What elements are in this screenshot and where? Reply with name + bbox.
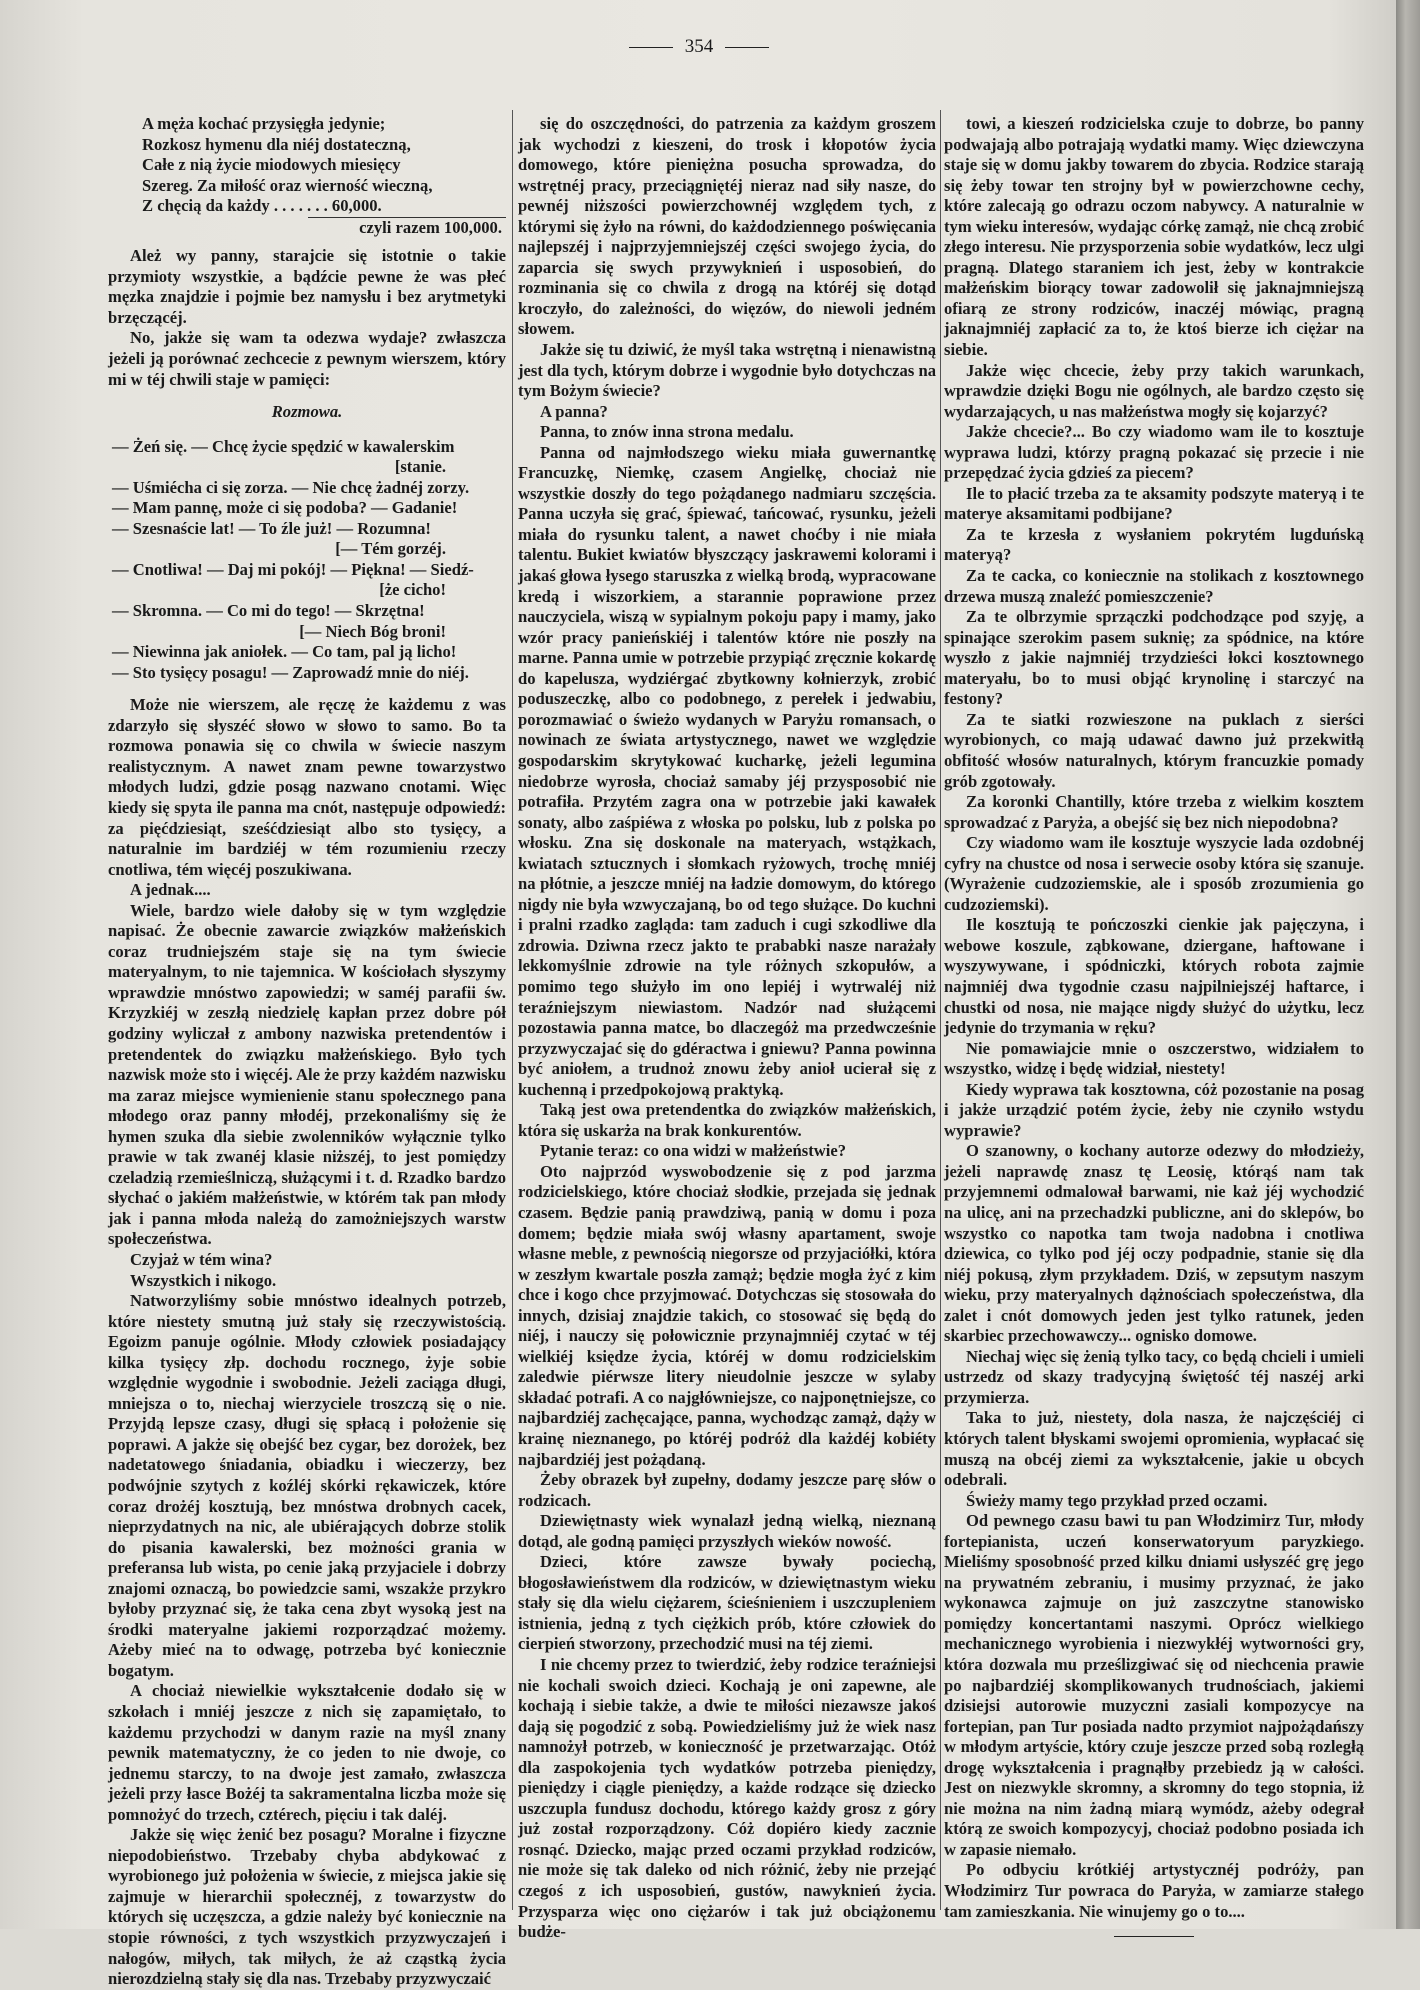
paragraph: A panna?: [540, 401, 608, 421]
paragraph: Taka to już, niestety, dola nasza, że najczęściéj ci których talent błyskami swojemi opromienia, wypłacać się muszą na obcéj ziemi za wykształcenie, jakie u obcych odebrali.: [944, 1408, 1364, 1490]
dialogue-text: — Mam pannę, może ci się podoba? — Gadanie!: [112, 498, 458, 518]
paragraph: Panna od najmłodszego wieku miała guwernantkę Francuzkę, Niemkę, czasem Angielkę, chociaż nie wszystkie doszły do tego pożądanego nadmiaru szczęścia. Panna uczyła się grać, śpiewać, tańcować, rysunku, jeżeli miała do rysunku talent, a nawet choćby i nie miała talentu. Bukiet kwiatów błyszczący jaskrawemi kolorami i jakaś głowa łysego staruszka z wielką brodą, wypracowane kredą i wiszorkiem, a starannie poprawione przez nauczyciela, wiszą w sypialnym pokoju papy i mamy, jako wzór pracy panieńskiéj i talentów które nie poszły na marne. Panna umie w potrzebie przypiąć zręcznie kokardę do kapelusza, wydziérgać zbytkowny kołnierzyk, zrobić poduszeczkę, albo co podobnego, z perełek i jedwabiu, porozmawiać o świeżo wydanych w Paryżu romansach, o nowinach ze świata artystycznego, nawet we względzie gospodarskim skrytykować kucharkę, jeżeli legumina niedobrze wyrosła, chociaż samaby jéj przysposobić nie potrafiła. Przytém zagra ona w potrzebie jaki kawałek sonaty, albo zaśpiéwa z włoska po polsku, lub z polska po włosku. Zna się doskonale na materyach, wstążkach, kwiatach sztucznych i słomkach ryżowych, trochę mniéj na płótnie, a jeszcze mniéj na ładzie domowym, do którego nigdy nie była wzwyczajaną, bo od tego służące. Do kuchni i pralni rzadko zagląda: tam zaduch i cugi szkodliwe dla zdrowia. Dziwna rzecz jakto te prababki nasze narażały lekkomyślnie zdrowie na tyle różnych szkopułów, a pomimo tego służyło im ono lepiéj i wytrwaléj niż teraźniejszym niewiastom. Nadzór nad służącemi pozostawia panna matce, bo dlaczegóż ma przedwcześnie przyzwyczajać się do gdéractwa i gniewu? Panna powinna być aniołem, a trudnoż znowu żeby anioł ucierał się z kuchenną i przedpokojową praktyką.: [518, 442, 936, 1099]
page-number: [0, 36, 1398, 58]
paragraph-group: [108, 246, 506, 390]
paragraph: I nie chcemy przez to twierdzić, żeby rodzice teraźniejsi nie kochali swoich dzieci. Kochają je oni zapewne, ale kochają i siebie także, a dwie te miłości niezawsze jakoś dają się pogodzić z sobą. Powiedzieliśmy już że wiek nasz namnożył potrzeb, w konieczność je przetwarzając. Otóż dla zaspokojenia tych wydatków potrzeba pieniędzy, pieniędzy i ciągle pieniędzy, a każde rodzące się dziecko uszczupla fundusz dochodu, którego każdy grosz z góry już został rozporządzony. Cóż dopiéro kiedy zacznie rosnąć. Dziecko, mając przed oczami przykład rodziców, nie może się tak daleko od nich różnić, żeby nie przejąć czegoś z ich usposobień, gustów, nawyknień życia. Przysparza więc ono ciężarów i tak już obciążonemu budże-: [518, 1655, 936, 1942]
paragraph: Ile to płacić trzeba za te aksamity podszyte materyą i te materye aksamitami podbijane?: [944, 483, 1364, 524]
dialogue-continuation: [stanie.: [394, 457, 446, 477]
paragraph: Taką jest owa pretendentka do związków małżeńskich, która się uskarża na brak konkurentów.: [518, 1100, 936, 1140]
dialogue-continuation: [— Niech Bóg broni!: [299, 621, 446, 641]
paragraph: Ależ wy panny, starajcie się istotnie o takie przymioty wszystkie, a bądźcie pewne że was płeć męzka znajdzie i pojmie bez namysłu i bez arytmetyki brzęczącéj.: [108, 246, 506, 327]
article-end-rule: [1114, 1936, 1194, 1937]
dialogue-line: [108, 601, 506, 642]
dialogue-text: — Niewinna jak aniołek. — Co tam, pal ją licho!: [112, 642, 457, 662]
paragraph: Czyjaż w tém wina?: [130, 1249, 273, 1269]
dialogue-line: [108, 437, 506, 478]
column-middle: [518, 114, 936, 1942]
dialogue-text: — Uśmiécha ci się zorza. — Nie chcę żadnéj zorzy.: [112, 477, 470, 497]
paragraph: A chociaż niewielkie wykształcenie dodało się w szkołach i mniéj jeszcze z nich się zapamiętało, to każdemu przychodzi w danym razie na myśl znany pewnik matematyczny, że co jeden to nie dwoje, co jednemu starczy, to na dwoje jest zamało, zwłaszcza jeżeli przy łasce Bożéj ta sakramentalna liczba może się pomnożyć do trzech, cztérech, pięciu i tak daléj.: [108, 1681, 506, 1824]
paragraph: Dziewiętnasty wiek wynalazł jedną wielką, nieznaną dotąd, ale godną pamięci przyszłych wieków nowość.: [518, 1511, 936, 1551]
poem-line: Szereg. Za miłość oraz wierność wieczną,: [142, 175, 433, 195]
dialogue-continuation: [że cicho!: [379, 580, 446, 600]
dialogue-text: — Szesnaście lat! — To źle już! — Rozumna!: [112, 518, 431, 538]
poem-line: Rozkosz hymenu dla niéj dostateczną,: [142, 134, 411, 154]
paragraph: A jednak....: [130, 880, 211, 900]
paragraph: Może nie wierszem, ale ręczę że każdemu z was zdarzyło się słyszéć słowo w słowo to samo. Bo ta rozmowa ponawia się co chwila w świecie naszym realistycznym. A nawet znam pewne towarzystwo młodych ludzi, gdzie posąg nazwano cnotami. Więc kiedy się spyta ile panna ma cnót, następuje odpowiedź: za pięćdziesiąt, sześćdziesiąt albo sto tysięcy, a naturalnie im bardziéj w tém rozumieniu rzeczy cnotliwa, tém więcéj poszukiwana.: [108, 695, 506, 879]
paragraph: Jakże się więc żenić bez posagu? Moralne i fizyczne niepodobieństwo. Trzebaby chyba abdykować z wyrobionego już położenia w świecie, z miejsca jakie się zajmuje w hierarchii społecznéj, z towarzystw do których się uczęszcza, a gdzie należy być koniecznie na stopie równości, z tych wszystkich przyzwyczajeń i nałogów, miłych, tak miłych, że aż cząstką życia nierozdzielną stały się dla nas. Trzebaby przyzwyczaić: [108, 1825, 506, 1989]
paragraph: Wszystkich i nikogo.: [130, 1270, 277, 1290]
paragraph: Jakże się tu dziwić, że myśl taka wstrętną i nienawistną jest dla tych, którym dobrze i wygodnie było dotychczas na tym Bożym świecie?: [518, 340, 936, 401]
paragraph: Ile kosztują te pończoszki cienkie jak pajęczyna, i webowe koszule, ząbkowane, dziergane, haftowane i wyszywywane, i spódniczki, których robota zajmie najmniéj dwa tygodnie czasu najpilniejszéj haftarce, i chustki od nosa, nie mające nigdy służyć do użytku, lecz jedynie do trzymania w ręku?: [944, 915, 1364, 1038]
paragraph: Oto najprzód wyswobodzenie się z pod jarzma rodzicielskiego, które chociaż słodkie, przejada się jednak czasem. Będzie panią prawdziwą, panią w domu i poza domem; będzie miała swój własny apartament, swoje własne meble, z pewnością niegorsze od przyjaciółki, która w zeszłym kwartale poszła zamąż; będzie mogła żyć z kim chce i kogo chce przyjmować. Dotychczas się stosowała do innych, dzisiaj znajdzie takich, co stosować się będą do niéj, i nauczy się połowicznie przynajmniéj czytać w téj wielkiéj księdze życia, któréj w domu rodzicielskim zaledwie piérwsze litery nieudolnie jeszcze w sylaby składać potrafi. A co najgłówniejsze, co najponętniejsze, co najbardziéj zachęcające, panna, wychodząc zamąż, dąży w krainę nieznanego, po któréj podróż dla każdéj kobiéty najbardziéj jest pożądaną.: [518, 1161, 936, 1469]
paragraph: się do oszczędności, do patrzenia za każdym groszem jak wychodzi z kieszeni, do trosk i kłopotów życia domowego, które pieniężna posucha sprowadza, do wstrętnéj pracy, przeciągniętéj nieraz nad siły nasze, do pewnéj niższości powierzchownéj względem tych, z którymi się żyło na równi, do każdodziennego poświęcania najlepszéj i najprzyjemniejszéj części swojego życia, do zaparcia się swych przywyknień i usposobień, do rozminania się co chwila z drogą na któréj się dotąd kroczyło, do zależności, do więzów, do niewoli jedném słowem.: [518, 114, 936, 339]
paragraph: Nie pomawiajcie mnie o oszczerstwo, widziałem to wszystko, widzę i będę widział, niestety!: [944, 1038, 1364, 1079]
page-number-dash-left: [629, 47, 673, 48]
paragraph: Natworzyliśmy sobie mnóstwo idealnych potrzeb, które niestety smutną już stały się rzeczywistością. Egoizm panuje ogólnie. Młody człowiek posiadający kilka tysięcy złp. dochodu rocznego, żyje sobie względnie wygodnie i swobodnie. Jeżeli zaciąga długi, mniejsza o to, niechaj wierzyciele troszczą się o nie. Przyjdą lepsze czasy, długi się spłacą i położenie się poprawi. A jakże się obejść bez cygar, bez dorożek, bez nadetatowego śniadania, obiadku i wieczerzy, bez podwójnie szytych z koźléj skórki rękawiczek, które coraz drożéj kosztują, bez mnóstwa drobnych cacek, nieprzydatnych na nic, ale ubiérających dobrze stolik do pisania kawalerski, bez możności grania w preferansa lub wista, po cenie jaką przyjaciele i dobrzy znajomi oznaczą, bo powiedzcie sami, wszakże przykro byłoby przyznać się, że taka cena zbyt wysoką jest na środki materyalne jakiemi rozporządzać możemy. Ażeby mieć na to odwagę, potrzeba być koniecznie bogatym.: [108, 1291, 506, 1680]
paragraph: Po odbyciu krótkiéj artystycznéj podróży, pan Włodzimirz Tur powraca do Paryża, w zamiarze stałego tam zamieszkania. Nie winujemy go o to....: [944, 1860, 1364, 1921]
poem: [108, 114, 506, 217]
paragraph: Za koronki Chantilly, które trzeba z wielkim kosztem sprowadzać z Paryża, a obejść się bez nich niepodobna?: [944, 792, 1364, 832]
paragraph: No, jakże się wam ta odezwa wydaje? zwłaszcza jeżeli ją porównać zechcecie z pewnym wierszem, który mi w téj chwili staje w pamięci:: [108, 328, 506, 389]
paragraph: O szanowny, o kochany autorze odezwy do młodzieży, jeżeli naprawdę znasz tę Leosię, którąś nam tak przyjemnemi odmalował barwami, nie każ jéj wychodzić na ulicę, ani na przechadzki publiczne, ani do sklepów, bo wszystko co napotka tam twoja nadobna i cnotliwa dziewica, co tylko pod jéj oczy podpadnie, stanie się dla niéj pokusą, złym przykładem. Dziś, w zepsutym naszym wieku, przy materyalnych dążnościach społeczeństwa, dla zalet i cnót domowych jeden jest tylko ratunek, jeden skarbiec przechowawczy... ognisko domowe.: [944, 1141, 1364, 1346]
dialogue-title: Rozmowa.: [271, 402, 343, 422]
page-number-text: 354: [684, 36, 714, 57]
paragraph: Kiedy wyprawa tak kosztowna, cóż pozostanie na posag i jakże urządzić potém życie, żeby nie czyniło wstydu wyprawie?: [944, 1079, 1364, 1140]
paragraph: Jakże więc chcecie, żeby przy takich warunkach, wprawdzie dzięki Bogu nie ogólnych, ale bardzo często się wydarzających, u nas małżeństwa mogły się kojarzyć?: [944, 360, 1364, 421]
paragraph: Pytanie teraz: co ona widzi w małżeństwie?: [540, 1141, 846, 1161]
column-right: [944, 114, 1364, 1921]
dialogue: [108, 437, 506, 684]
paragraph: Od pewnego czasu bawi tu pan Włodzimirz Tur, młody fortepianista, uczeń konserwatoryum paryzkiego. Mieliśmy sposobność przed kilku dniami usłyszéć grę jego na prywatném zebraniu, i musimy przyznać, że jako wykonawca zajmuje on już zaszczytne stanowisko pomiędzy koncertantami naszymi. Oprócz wielkiego mechanicznego wyrobienia i niezwykłéj wytworności gry, która dozwala mu prześlizgiwać się od niechcenia prawie po najbardziéj skomplikowanych trudnościach, jakiemi dzisiejsi autorowie muzyczni zasiali kompozycye na fortepian, pan Tur posiada nadto przymiot najpożądańszy w młodym artyście, który czuje jeszcze przed sobą rozległą drogę wykształcenia i pragnąłby przebiedz ją w całości. Jest on niezwykle skromny, a skromny do tego stopnia, iż nie można na nim żadną miarą wymódz, ażeby odegrał którą ze swoich kompozycyj, chociaż podobno posiada ich w zapasie niemało.: [944, 1511, 1364, 1859]
paragraph-group: [108, 695, 506, 1989]
poem-line: Z chęcią da każdy . . . . . . . 60,000.: [142, 196, 382, 216]
dialogue-line: [108, 560, 506, 601]
paragraph: Jakże chcecie?... Bo czy wiadomo wam ile to kosztuje wyprawa ludzi, którzy pragną pokazać się przecie i nie przepędzać życia gdzieś za piecem?: [944, 422, 1364, 483]
paragraph: Za te krzesła z wysłaniem pokrytém lugduńską materyą?: [944, 524, 1364, 565]
dialogue-line: [108, 663, 506, 684]
dialogue-continuation: [— Tém gorzéj.: [335, 539, 446, 559]
paragraph-group: [518, 114, 936, 1943]
dialogue-text: — Cnotliwa! — Daj mi pokój! — Piękna! — Siedź-: [112, 559, 474, 579]
paragraph: Czy wiadomo wam ile kosztuje wyszycie lada ozdobnéj cyfry na chustce od nosa i serwecie osoby która się szanuje. (Wyrażenie cudzoziemskie, ale i sposób zrozumienia go cudzoziemski).: [944, 833, 1364, 914]
paragraph-group: [944, 114, 1364, 1922]
dialogue-text: — Skromna. — Co mi do tego! — Skrzętna!: [112, 601, 425, 621]
poem-line: Całe z nią życie miodowych miesięcy: [142, 155, 401, 175]
paragraph: Żeby obrazek był zupełny, dodamy jeszcze parę słów o rodzicach.: [518, 1470, 936, 1510]
page-number-dash-right: [725, 47, 769, 48]
poem-line: A męża kochać przysięgła jedynie;: [142, 114, 386, 133]
dialogue-line: [108, 478, 506, 499]
dialogue-line: [108, 642, 506, 663]
paragraph: towi, a kieszeń rodzicielska czuje to dobrze, bo panny podwajają albo potrajają wydatki mamy. Więc dziewczyna staje się w domu jakby towarem do zbycia. Rodzice starają się żeby towar ten strojny był w powierzchowne cechy, które zalecają go odrazu oczom nabywcy. A naturalnie w tym wieku interesów, wydając córkę zamąż, nie chcą zrobić złego interesu. Nie przysporzenia sobie wydatków, lecz ulgi pragną. Dlatego staraniem ich jest, żeby w kontrakcie małżeńskim biorący towar zadowolił się jaknajmniejszą ofiarą ze strony rodziców, inaczéj mówiąc, pragną jaknajmniéj zapłacić za to, że ktoś bierze ich ciężar na siebie.: [944, 114, 1364, 360]
column-left: [108, 114, 506, 1989]
poem-total: czyli razem 100,000.: [308, 217, 506, 239]
dialogue-line: [108, 498, 506, 519]
paragraph: Niechaj więc się żenią tylko tacy, co będą chcieli i umieli ustrzedz od skazy tradycyjną świętość téj naszéj arki przymierza.: [944, 1346, 1364, 1407]
paragraph: Za te cacka, co koniecznie na stolikach z kosztownego drzewa muszą znaleźć pomieszczenie?: [944, 566, 1364, 606]
paragraph: Za te olbrzymie sprzączki podchodzące pod szyję, a spinające szerokim pasem suknię; za spódnice, na które wyszło z jakie najmniéj trzydzieści łokci kosztownego materyału, bo to musi objąć krynolinę i starczyć na festony?: [944, 607, 1364, 709]
paragraph: Za te siatki rozwieszone na puklach z sierści wyrobionych, co mają udawać dawno już przekwitłą obfitość włosów naturalnych, którym francuzkie pomady grób zgotowały.: [944, 709, 1364, 791]
dialogue-line: [108, 519, 506, 560]
paragraph: Świeży mamy tego przykład przed oczami.: [966, 1490, 1268, 1510]
column-divider: [940, 110, 941, 1910]
adjacent-page-edge: [1396, 0, 1420, 1929]
column-divider: [512, 110, 513, 1910]
paragraph: Panna, to znów inna strona medalu.: [540, 422, 794, 442]
dialogue-text: — Sto tysięcy posagu! — Zaprowadź mnie do niéj.: [112, 662, 469, 682]
paragraph: Wiele, bardzo wiele dałoby się w tym względzie napisać. Że obecnie zawarcie związków małżeńskich coraz trudniejszém staje się na tym świecie materyalnym, to nie tajemnica. W kościołach słyszymy wprawdzie mnóstwo zapowiedzi; w saméj parafii św. Krzyzkiéj w zeszłą niedzielę kapłan przez dobre pół godziny wyliczał z ambony nazwiska pretendentów i pretendentek do związku małżeńskiego. Było tych nazwisk może sto i więcéj. Ale że przy każdém nazwisku ma zaraz miejsce wymienienie stanu społecznego pana młodego oraz panny młodéj, przekonaliśmy się że hymen szuka dla siebie zwolenników wyłącznie tylko prawie w tak zwanéj klasie niższéj, to jest pomiędzy czeladzią rzemieślniczą, służącymi i t. d. Rzadko bardzo słychać o jakiém małżeństwie, w którém tak pan młody jak i panna młoda należą do zamożniejszych warstw społeczeństwa.: [108, 900, 506, 1249]
paragraph: Dzieci, które zawsze bywały pociechą, błogosławieństwem dla rodziców, w dziewiętnastym wieku stały się dla wielu ciężarem, ścieśnieniem i uszczupleniem istnienia, jedną z tych ciężkich prób, które człowiek do cierpień stworzony, przechodzić musi na téj ziemi.: [518, 1552, 936, 1654]
dialogue-text: — Żeń się. — Chcę życie spędzić w kawalerskim: [112, 436, 455, 456]
